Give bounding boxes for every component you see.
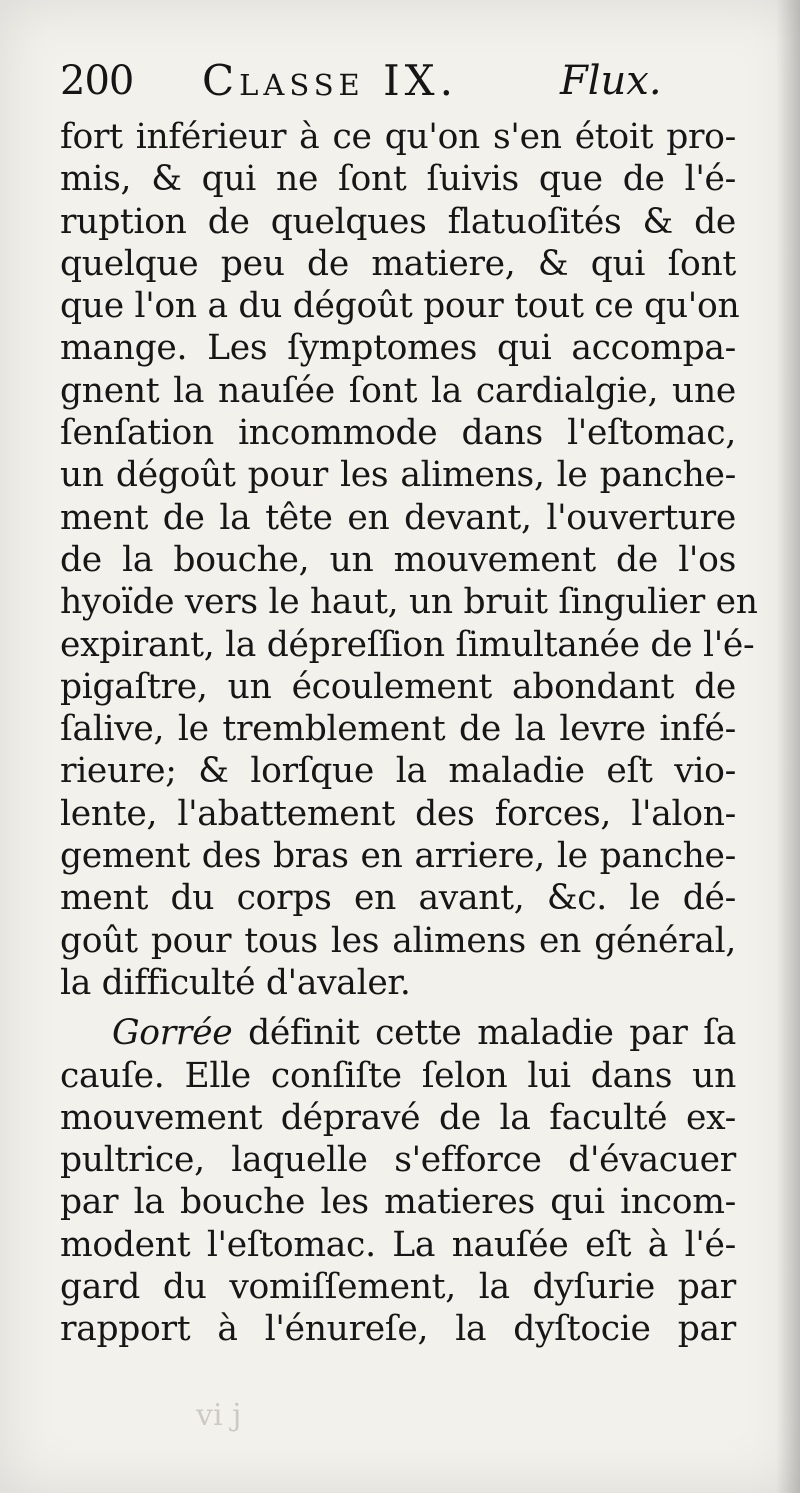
paragraph-opening-line xyxy=(60,1012,736,1054)
text-line: un dégoût pour les alimens, le panche- xyxy=(60,455,736,496)
text-line: la difficulté d'avaler. xyxy=(60,962,411,1003)
opening-line-text: définit cette maladie par ſa xyxy=(232,1013,736,1054)
paragraph-gap xyxy=(60,1004,736,1012)
text-line: gement des bras en arriere, le panche- xyxy=(60,836,736,877)
text-line: fort inférieur à ce qu'on s'en étoit pro- xyxy=(60,117,736,157)
running-head-topic: Flux. xyxy=(560,58,662,104)
text-line: cauſe. Elle conſiſte ſelon lui dans un xyxy=(60,1055,736,1096)
body-text xyxy=(60,116,758,1351)
running-head: Classe IX. xyxy=(202,56,458,105)
text-line: rieure; & lorſque la maladie eſt vio- xyxy=(60,751,736,792)
page-number: 200 xyxy=(60,58,134,104)
text-line: ſenſation incommode dans l'eſtomac, xyxy=(60,413,736,454)
text-line: lente, l'abattement des forces, l'alon- xyxy=(60,793,736,834)
text-line: mange. Les ſymptomes qui accompa- xyxy=(60,328,736,369)
text-line: pultrice, laquelle s'efforce d'évacuer xyxy=(60,1140,736,1181)
text-line: que l'on a du dégoût pour tout ce qu'on xyxy=(60,286,740,327)
text-line: gard du vomiſſement, la dyſurie par xyxy=(60,1267,736,1308)
text-line: ſalive, le tremblement de la levre infé- xyxy=(60,709,736,750)
text-line: goût pour tous les alimens en général, xyxy=(60,920,736,961)
text-line: mis, & qui ne ſont ſuivis que de l'é- xyxy=(60,159,736,200)
text-line: mouvement dépravé de la faculté ex- xyxy=(60,1097,736,1138)
text-line: par la bouche les matieres qui incom- xyxy=(60,1182,736,1223)
author-name: Gorrée xyxy=(112,1013,233,1054)
text-line: hyoïde vers le haut, un bruit ſingulier en xyxy=(60,582,758,623)
page-header xyxy=(60,52,740,112)
text-line: ruption de quelques flatuoſités & de xyxy=(60,201,736,242)
text-line: expirant, la dépreſſion ſimultanée de l'é- xyxy=(60,624,755,665)
text-line: gnent la nauſée ſont la cardialgie, une xyxy=(60,370,736,411)
text-line: pigaſtre, un écoulement abondant de xyxy=(60,666,736,707)
text-line: rapport à l'énureſe, la dyſtocie par xyxy=(60,1309,736,1350)
text-line: quelque peu de matiere, & qui ſont xyxy=(60,243,736,284)
text-line: ment de la tête en devant, l'ouverture xyxy=(60,497,736,538)
spine-shadow xyxy=(776,0,800,1493)
text-line: modent l'eſtomac. La nauſée eſt à l'é- xyxy=(60,1224,736,1265)
signature-mark: vi j xyxy=(196,1398,242,1433)
text-line: ment du corps en avant, &c. le dé- xyxy=(60,878,736,919)
text-line: de la bouche, un mouvement de l'os xyxy=(60,539,736,580)
